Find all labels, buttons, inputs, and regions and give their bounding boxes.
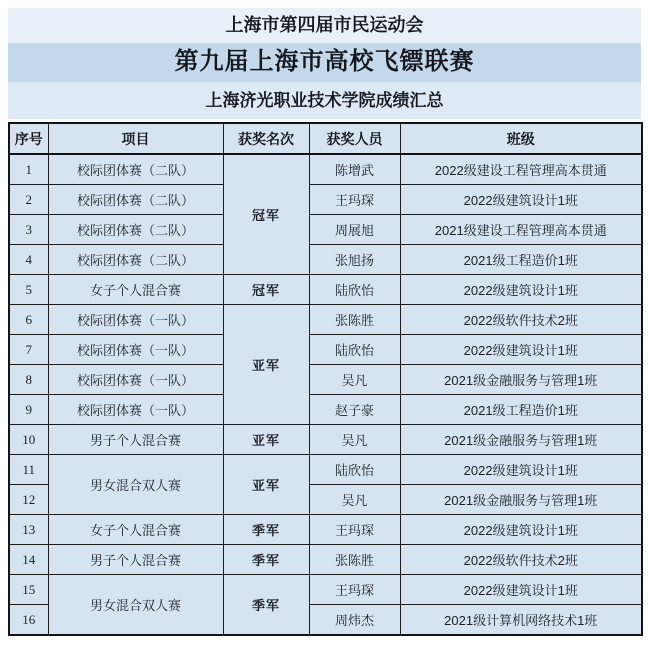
cell-class: 2021级金融服务与管理1班 xyxy=(400,365,642,395)
table-row xyxy=(9,335,642,365)
cell-class: 2022级建设工程管理高本贯通 xyxy=(400,154,642,185)
table-row xyxy=(9,245,642,275)
cell-no: 13 xyxy=(9,515,48,545)
cell-event: 校际团体赛（二队） xyxy=(48,245,223,275)
cell-person: 王玛琛 xyxy=(309,575,400,605)
cell-no: 4 xyxy=(9,245,48,275)
cell-event: 校际团体赛（二队） xyxy=(48,154,223,185)
cell-person: 张旭扬 xyxy=(309,245,400,275)
cell-person: 周展旭 xyxy=(309,215,400,245)
cell-event: 校际团体赛（一队） xyxy=(48,365,223,395)
cell-event: 校际团体赛（二队） xyxy=(48,215,223,245)
cell-person: 陆欣怡 xyxy=(309,275,400,305)
cell-event-merged: 男女混合双人赛 xyxy=(48,455,223,515)
cell-no: 5 xyxy=(9,275,48,305)
cell-no: 15 xyxy=(9,575,48,605)
cell-event: 校际团体赛（一队） xyxy=(48,395,223,425)
table-row xyxy=(9,545,642,575)
cell-prize-third-single: 季军 xyxy=(223,545,309,575)
header-no: 序号 xyxy=(9,123,48,154)
cell-person: 张陈胜 xyxy=(309,545,400,575)
cell-person: 陆欣怡 xyxy=(309,455,400,485)
cell-prize-runnerup-group: 亚军 xyxy=(223,305,309,425)
cell-no: 2 xyxy=(9,185,48,215)
cell-class: 2022级建筑设计1班 xyxy=(400,335,642,365)
cell-event-merged: 男女混合双人赛 xyxy=(48,575,223,636)
cell-person: 吴凡 xyxy=(309,425,400,455)
cell-class: 2022级建筑设计1班 xyxy=(400,275,642,305)
cell-event: 女子个人混合赛 xyxy=(48,515,223,545)
cell-prize-runnerup-single: 亚军 xyxy=(223,425,309,455)
table-body xyxy=(9,154,642,635)
cell-no: 16 xyxy=(9,605,48,636)
cell-prize-champion-group: 冠军 xyxy=(223,154,309,275)
cell-no: 11 xyxy=(9,455,48,485)
league-title: 第九届上海市高校飞镖联赛 xyxy=(8,43,641,82)
cell-event: 男子个人混合赛 xyxy=(48,545,223,575)
cell-event: 男子个人混合赛 xyxy=(48,425,223,455)
cell-no: 12 xyxy=(9,485,48,515)
cell-class: 2021级工程造价1班 xyxy=(400,395,642,425)
cell-no: 7 xyxy=(9,335,48,365)
school-subtitle: 上海济光职业技术学院成绩汇总 xyxy=(8,82,641,119)
cell-no: 8 xyxy=(9,365,48,395)
table-row xyxy=(9,185,642,215)
cell-class: 2022级建筑设计1班 xyxy=(400,575,642,605)
cell-event: 校际团体赛（一队） xyxy=(48,335,223,365)
results-table xyxy=(8,122,643,636)
header-row xyxy=(9,123,642,154)
cell-no: 1 xyxy=(9,154,48,185)
cell-class: 2022级建筑设计1班 xyxy=(400,185,642,215)
table-header xyxy=(9,123,642,154)
cell-person: 吴凡 xyxy=(309,485,400,515)
header-event: 项目 xyxy=(48,123,223,154)
table-row xyxy=(9,215,642,245)
table-row xyxy=(9,515,642,545)
cell-class: 2022级软件技术2班 xyxy=(400,305,642,335)
cell-prize-third-single: 季军 xyxy=(223,515,309,545)
header-person: 获奖人员 xyxy=(309,123,400,154)
cell-no: 9 xyxy=(9,395,48,425)
cell-person: 陆欣怡 xyxy=(309,335,400,365)
table-row xyxy=(9,395,642,425)
cell-class: 2022级软件技术2班 xyxy=(400,545,642,575)
cell-event: 校际团体赛（二队） xyxy=(48,185,223,215)
cell-class: 2021级金融服务与管理1班 xyxy=(400,425,642,455)
cell-no: 10 xyxy=(9,425,48,455)
table-row xyxy=(9,365,642,395)
cell-prize-champion-single: 冠军 xyxy=(223,275,309,305)
cell-person: 赵子豪 xyxy=(309,395,400,425)
cell-class: 2021级计算机网络技术1班 xyxy=(400,605,642,636)
cell-no: 6 xyxy=(9,305,48,335)
cell-event: 校际团体赛（一队） xyxy=(48,305,223,335)
cell-prize-runnerup-pair: 亚军 xyxy=(223,455,309,515)
table-row xyxy=(9,425,642,455)
cell-class: 2021级建设工程管理高本贯通 xyxy=(400,215,642,245)
games-title: 上海市第四届市民运动会 xyxy=(8,8,641,43)
table-row xyxy=(9,575,642,605)
cell-person: 周炜杰 xyxy=(309,605,400,636)
cell-no: 3 xyxy=(9,215,48,245)
table-row xyxy=(9,154,642,185)
cell-class: 2022级建筑设计1班 xyxy=(400,455,642,485)
cell-event: 女子个人混合赛 xyxy=(48,275,223,305)
cell-class: 2021级工程造价1班 xyxy=(400,245,642,275)
header-class: 班级 xyxy=(400,123,642,154)
cell-class: 2022级建筑设计1班 xyxy=(400,515,642,545)
cell-class: 2021级金融服务与管理1班 xyxy=(400,485,642,515)
cell-person: 陈增武 xyxy=(309,154,400,185)
cell-person: 张陈胜 xyxy=(309,305,400,335)
cell-person: 王玛琛 xyxy=(309,515,400,545)
table-row xyxy=(9,455,642,485)
cell-prize-third-pair: 季军 xyxy=(223,575,309,636)
table-row xyxy=(9,305,642,335)
cell-person: 王玛琛 xyxy=(309,185,400,215)
cell-no: 14 xyxy=(9,545,48,575)
cell-person: 吴凡 xyxy=(309,365,400,395)
table-row xyxy=(9,275,642,305)
header-prize: 获奖名次 xyxy=(223,123,309,154)
